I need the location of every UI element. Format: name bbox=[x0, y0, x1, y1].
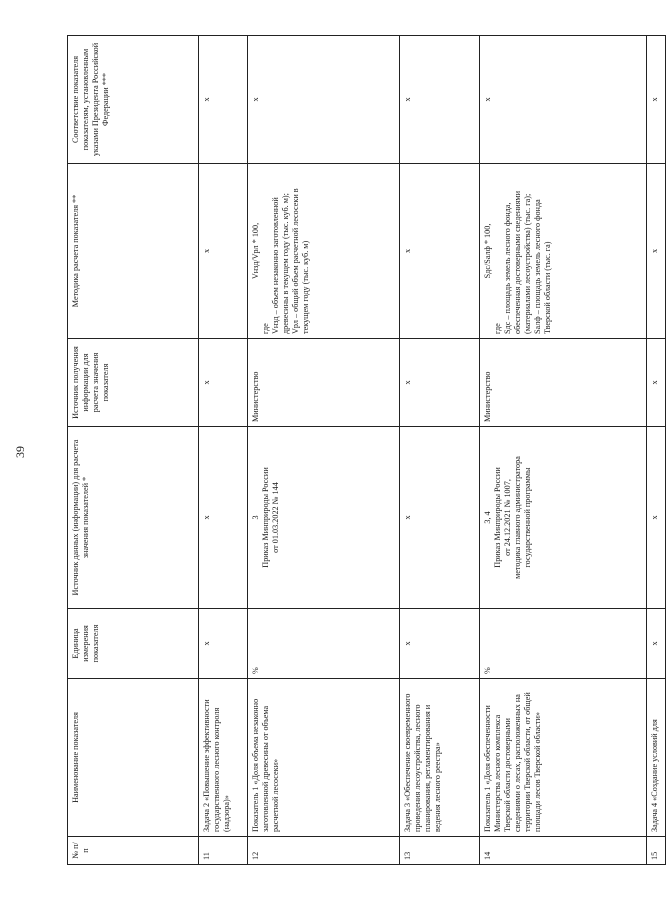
cell-name: Задача 4 «Создание условий для bbox=[647, 679, 666, 837]
header-name: Наименование показателя bbox=[68, 679, 199, 837]
cell-origin: х bbox=[400, 339, 480, 427]
header-unit: Единица измерения показателя bbox=[68, 609, 199, 679]
table-row bbox=[199, 36, 248, 865]
cell-unit: х bbox=[647, 609, 666, 679]
cell-origin: х bbox=[199, 339, 248, 427]
cell-unit: х bbox=[400, 609, 480, 679]
header-method: Методика расчета показателя ** bbox=[68, 164, 199, 339]
source-line: Приказ Минприроды России bbox=[261, 467, 270, 568]
source-ref: 3 bbox=[251, 515, 260, 520]
cell-origin: х bbox=[647, 339, 666, 427]
cell-unit: % bbox=[248, 609, 400, 679]
header-origin: Источник получения информации для расчета значения показателя bbox=[68, 339, 199, 427]
method-line: Vрл – общий объем расчетной лесосеки в текущем году (тыс. куб. м) bbox=[291, 188, 310, 334]
cell-compliance: х bbox=[400, 36, 480, 164]
cell-method: х bbox=[400, 164, 480, 339]
cell-num: 15 bbox=[647, 837, 666, 865]
cell-name: Показатель 1 «Доля объема незаконно заготовленной древесины от объема расчетной лесосеки» bbox=[248, 679, 400, 837]
rotated-table-page bbox=[67, 0, 659, 870]
cell-unit: % bbox=[480, 609, 647, 679]
method-formula: Sдс/Sалф * 100, bbox=[483, 223, 492, 279]
cell-source bbox=[248, 427, 400, 609]
header-compliance: Соответствие показателя показателям, установленным указами Президента Российской Федерации *** bbox=[68, 36, 199, 164]
cell-origin: Министерство bbox=[480, 339, 647, 427]
cell-origin: Министерство bbox=[248, 339, 400, 427]
method-line: Sдс – площадь земель лесного фонда, обеспеченная достоверными сведениями (материалами лесоустройства) (тыс. га); bbox=[503, 191, 532, 334]
cell-source: х bbox=[199, 427, 248, 609]
cell-num: 12 bbox=[248, 837, 400, 865]
table-row bbox=[480, 36, 647, 865]
table-row bbox=[647, 36, 666, 865]
cell-method bbox=[248, 164, 400, 339]
cell-num: 14 bbox=[480, 837, 647, 865]
cell-name: Задача 2 «Повышение эффективности государственного лесного контроля (надзора)» bbox=[199, 679, 248, 837]
cell-name: Показатель 1 «Доля обеспеченности Министерства лесного комплекса Тверской области достоверными сведениями о лесах, расположенных на территории Тверской области, от общей площади лесов Тверской области» bbox=[480, 679, 647, 837]
method-line: Vнзд – объем незаконно заготовленной древесины в текущем году (тыс. куб. м); bbox=[271, 193, 290, 334]
table-row bbox=[400, 36, 480, 865]
cell-source bbox=[480, 427, 647, 609]
cell-method: х bbox=[647, 164, 666, 339]
cell-compliance: х bbox=[480, 36, 647, 164]
cell-compliance: х bbox=[248, 36, 400, 164]
header-num: № п/п bbox=[68, 837, 199, 865]
cell-source: х bbox=[647, 427, 666, 609]
cell-method bbox=[480, 164, 647, 339]
cell-method: х bbox=[199, 164, 248, 339]
method-formula: Vнзд/Vрл * 100, bbox=[251, 222, 260, 280]
source-line: от 24.12.2021 № 1007, bbox=[503, 479, 512, 556]
page-number: 39 bbox=[13, 446, 27, 458]
table-row bbox=[248, 36, 400, 865]
cell-compliance: х bbox=[199, 36, 248, 164]
cell-unit: х bbox=[199, 609, 248, 679]
cell-source: х bbox=[400, 427, 480, 609]
source-ref: 3, 4 bbox=[483, 511, 492, 524]
cell-num: 11 bbox=[199, 837, 248, 865]
cell-compliance: х bbox=[647, 36, 666, 164]
cell-name: Задача 3 «Обеспечение своевременного проведения лесоустройства, лесного планирования, регламентирования и ведения лесного реестра» bbox=[400, 679, 480, 837]
method-line: Sалф – площадь земель лесного фонда Тверской области (тыс. га) bbox=[533, 199, 552, 334]
table-header-row bbox=[68, 36, 199, 865]
indicators-table bbox=[67, 35, 666, 865]
cell-num: 13 bbox=[400, 837, 480, 865]
header-data-source: Источник данных (информации) для расчета значения показателей * bbox=[68, 427, 199, 609]
method-line: где bbox=[493, 323, 502, 334]
source-line: от 01.03.2022 № 144 bbox=[271, 482, 280, 553]
method-line: где bbox=[261, 323, 270, 334]
source-line: методика главного администратора государственной программы bbox=[513, 456, 532, 579]
source-line: Приказ Минприроды России bbox=[493, 467, 502, 568]
